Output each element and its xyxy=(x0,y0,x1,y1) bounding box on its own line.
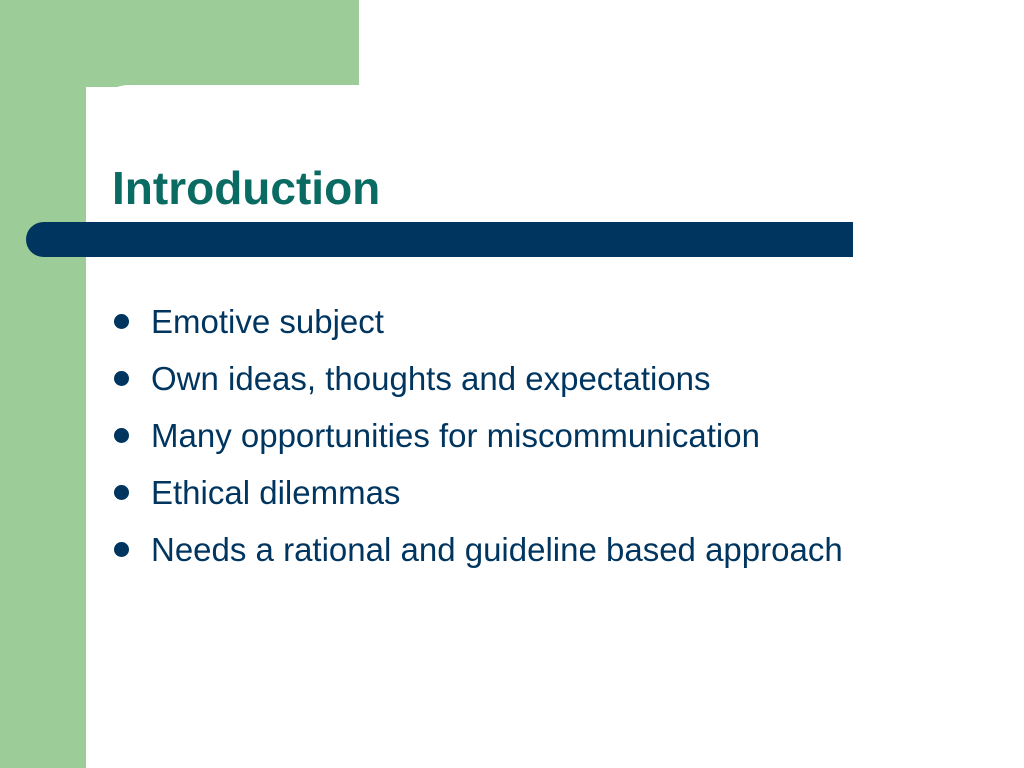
bullet-text: Own ideas, thoughts and expectations xyxy=(151,360,711,397)
bullet-dot-icon xyxy=(114,428,129,443)
bullet-item xyxy=(114,350,843,407)
bullet-text: Needs a rational and guideline based approach xyxy=(151,531,843,568)
title-underline-bar xyxy=(26,222,853,257)
bullet-text: Many opportunities for miscommunication xyxy=(151,417,760,454)
bullet-dot-icon xyxy=(114,542,129,557)
bullet-text: Ethical dilemmas xyxy=(151,474,401,511)
bullet-item xyxy=(114,407,843,464)
bullet-item xyxy=(114,521,843,578)
bullet-dot-icon xyxy=(114,485,129,500)
bullet-list xyxy=(114,293,843,578)
decorative-green-sidebar xyxy=(0,0,86,768)
bullet-item xyxy=(114,464,843,521)
slide-title: Introduction xyxy=(112,162,381,214)
bullet-dot-icon xyxy=(114,371,129,386)
bullet-item xyxy=(114,293,843,350)
bullet-dot-icon xyxy=(114,314,129,329)
bullet-text: Emotive subject xyxy=(151,303,384,340)
decorative-green-header-block xyxy=(0,0,359,87)
